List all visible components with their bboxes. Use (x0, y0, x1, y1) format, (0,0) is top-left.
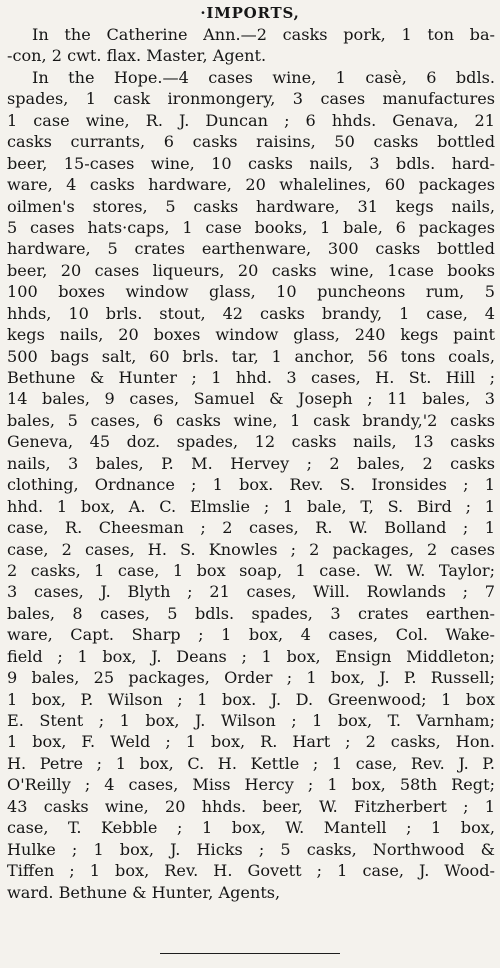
text-line: case, R. Cheesman ; 2 cases, R. W. Bolland ; 1 (7, 518, 495, 538)
text-line: Tiffen ; 1 box, Rev. H. Govett ; 1 case, J. Wood- (7, 861, 495, 881)
catherine-ann-paragraph (7, 24, 495, 67)
text-line: bales, 5 cases, 6 casks wine, 1 cask brandy,'2 casks (7, 410, 495, 430)
text-line: 1 box, F. Weld ; 1 box, R. Hart ; 2 casks, Hon. (7, 732, 495, 752)
text-line: field ; 1 box, J. Deans ; 1 box, Ensign Middleton; (7, 646, 495, 666)
imports-heading: ·IMPORTS, (200, 4, 300, 22)
text-line: O'Reilly ; 4 cases, Miss Hercy ; 1 box, 58th Regt; (7, 775, 495, 795)
text-line: oilmen's stores, 5 casks hardware, 31 kegs nails, (7, 196, 495, 216)
text-line: 5 cases hats·caps, 1 case books, 1 bale, 6 packages (7, 217, 495, 237)
text-line: 1 box, P. Wilson ; 1 box. J. D. Greenwood; 1 box (7, 689, 495, 709)
text-line: spades, 1 cask ironmongery, 3 cases manufactures (7, 89, 495, 109)
text-line: clothing, Ordnance ; 1 box. Rev. S. Ironsides ; 1 (7, 475, 495, 495)
text-line: kegs nails, 20 boxes window glass, 240 kegs paint (7, 325, 495, 345)
text-line: H. Petre ; 1 box, C. H. Kettle ; 1 case, Rev. J. P. (7, 753, 495, 773)
text-line: 1 case wine, R. J. Duncan ; 6 hhds. Genava, 21 (7, 110, 495, 130)
text-line: beer, 15-cases wine, 10 casks nails, 3 bdls. hard- (7, 153, 495, 173)
text-line: ward. Bethune & Hunter, Agents, (7, 882, 281, 902)
text-line: 100 boxes window glass, 10 puncheons rum, 5 (7, 282, 495, 302)
text-line: ware, Capt. Sharp ; 1 box, 4 cases, Col. Wake- (7, 625, 495, 645)
text-line: nails, 3 bales, P. M. Hervey ; 2 bales, 2 casks (7, 453, 495, 473)
text-line: 500 bags salt, 60 brls. tar, 1 anchor, 56 tons coals, (7, 346, 495, 366)
imports-article (7, 24, 495, 903)
text-line: E. Stent ; 1 box, J. Wilson ; 1 box, T. Varnham; (7, 711, 495, 730)
text-line: ware, 4 casks hardware, 20 whalelines, 60 packages (7, 175, 495, 195)
text-line: 3 cases, J. Blyth ; 21 cases, Will. Rowlands ; 7 (7, 582, 495, 602)
text-line: -con, 2 cwt. flax. Master, Agent. (7, 46, 267, 66)
text-line: 9 bales, 25 packages, Order ; 1 box, J. P. Russell; (7, 668, 495, 688)
text-line: 14 bales, 9 cases, Samuel & Joseph ; 11 bales, 3 (7, 389, 495, 409)
text-line: 2 casks, 1 case, 1 box soap, 1 case. W. W. Taylor; (7, 560, 495, 580)
text-line: casks currants, 6 casks raisins, 50 casks bottled (7, 132, 495, 152)
text-line: Geneva, 45 doz. spades, 12 casks nails, 13 casks (7, 432, 495, 452)
hope-paragraph (7, 67, 495, 903)
text-line: beer, 20 cases liqueurs, 20 casks wine, 1case books (7, 260, 495, 280)
text-line: Hulke ; 1 box, J. Hicks ; 5 casks, Northwood & (7, 839, 495, 859)
text-line: case, T. Kebble ; 1 box, W. Mantell ; 1 box, (7, 818, 495, 838)
text-line: hhds, 10 brls. stout, 42 casks brandy, 1 case, 4 (7, 303, 495, 323)
text-line: hhd. 1 box, A. C. Elmslie ; 1 bale, T, S. Bird ; 1 (7, 496, 495, 516)
text-line: Bethune & Hunter ; 1 hhd. 3 cases, H. St. Hill ; (7, 368, 495, 387)
text-line: bales, 8 cases, 5 bdls. spades, 3 crates earthen- (7, 603, 495, 623)
text-line: In the Catherine Ann.—2 casks pork, 1 ton ba- (32, 25, 495, 44)
text-line: 43 casks wine, 20 hhds. beer, W. Fitzherbert ; 1 (7, 796, 495, 816)
text-line: hardware, 5 crates earthenware, 300 casks bottled (7, 239, 495, 259)
text-line: In the Hope.—4 cases wine, 1 casè, 6 bdls. (32, 67, 495, 87)
section-divider (160, 953, 340, 954)
text-line: case, 2 cases, H. S. Knowles ; 2 packages, 2 cases (7, 539, 495, 559)
